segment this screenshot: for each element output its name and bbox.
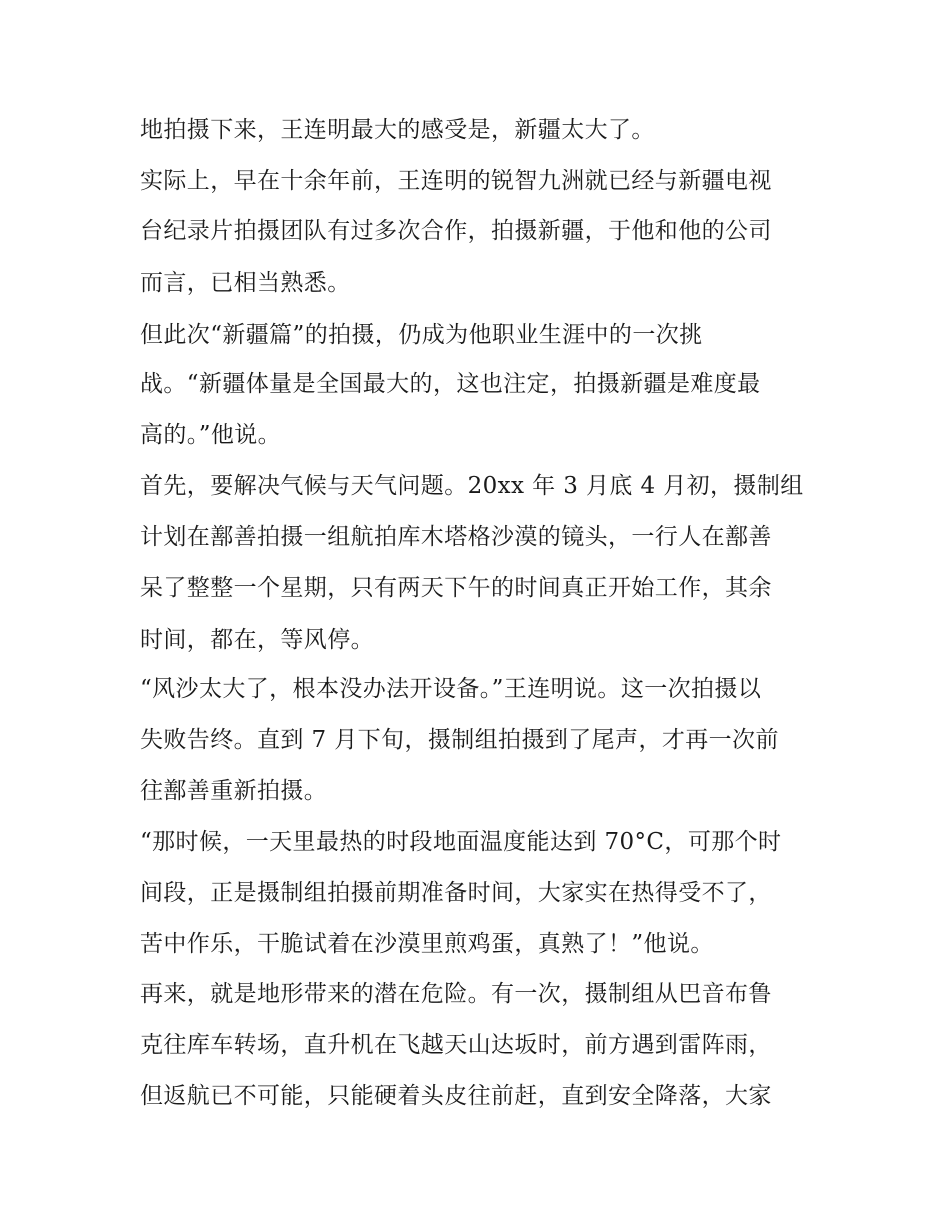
text-line: 苦中作乐，干脆试着在沙漠里煎鸡蛋，真熟了！”他说。 — [140, 931, 714, 957]
text-line: 台纪录片拍摄团队有过多次合作，拍摄新疆，于他和他的公司 — [140, 218, 772, 244]
text-line: 但返航已不可能，只能硬着头皮往前赶，直到安全降落，大家 — [140, 1083, 772, 1109]
text-line: 克往库车转场，直升机在飞越天山达坂时，前方遇到雷阵雨， — [140, 1032, 772, 1058]
text-line: 高的。”他说。 — [140, 422, 282, 448]
text-line: 失败告终。直到 7 月下旬，摄制组拍摄到了尾声，才再一次前 — [140, 727, 779, 753]
text-line: 间段，正是摄制组拍摄前期准备时间，大家实在热得受不了， — [140, 880, 772, 906]
text-line: 再来，就是地形带来的潜在危险。有一次，摄制组从巴音布鲁 — [140, 981, 772, 1007]
text-line: 呆了整整一个星期，只有两天下午的时间真正开始工作，其余 — [140, 575, 772, 601]
text-line: 实际上，早在十余年前，王连明的锐智九洲就已经与新疆电视 — [140, 168, 772, 194]
text-line: 但此次“新疆篇”的拍摄，仍成为他职业生涯中的一次挑 — [140, 322, 703, 348]
text-line: 计划在鄯善拍摄一组航拍库木塔格沙漠的镜头，一行人在鄯善 — [140, 524, 772, 550]
text-line: 首先，要解决气候与天气问题。20xx 年 3 月底 4 月初，摄制组 — [140, 473, 804, 499]
text-line: 而言，已相当熟悉。 — [140, 270, 351, 296]
text-line: 时间，都在，等风停。 — [140, 627, 374, 653]
text-line: 地拍摄下来，王连明最大的感受是，新疆太大了。 — [140, 117, 655, 143]
text-line: “那时候，一天里最热的时段地面温度能达到 70°C，可那个时 — [140, 829, 782, 855]
text-line: 战。“新疆体量是全国最大的，这也注定，拍摄新疆是难度最 — [140, 371, 761, 397]
text-line: 往鄯善重新拍摄。 — [140, 778, 328, 804]
text-line: “风沙太大了，根本没办法开设备。”王连明说。这一次拍摄以 — [140, 676, 762, 702]
